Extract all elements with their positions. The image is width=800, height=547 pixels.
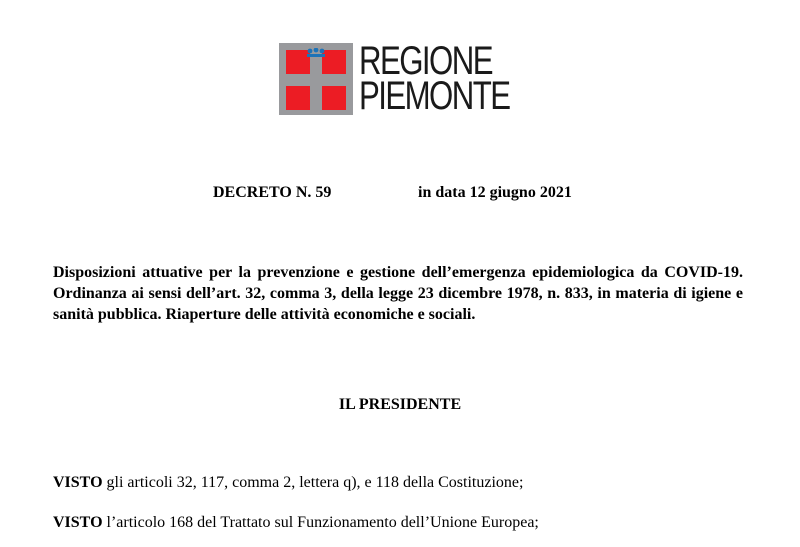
president-heading: IL PRESIDENTE xyxy=(338,396,462,413)
logo-line-piemonte: PIEMONTE xyxy=(359,74,510,118)
crown-icon xyxy=(307,48,325,57)
recital-text: gli articoli 32, 117, comma 2, lettera q), e 118 della Costituzione; xyxy=(102,474,524,491)
recital-1 xyxy=(53,474,523,492)
logo-line-regione: REGIONE xyxy=(359,39,492,83)
recital-text: l’articolo 168 del Trattato sul Funzionamento dell’Unione Europea; xyxy=(102,514,539,531)
decree-subject: Disposizioni attuative per la prevenzione e gestione dell’emergenza epidemiologica da COVID-19. Ordinanza ai sensi dell’art. 32, comma 3, della legge 23 dicembre 1978, n. 833, in materia di igiene e sanità pubblica. Riaperture delle attività economiche e sociali. xyxy=(53,264,743,323)
recital-keyword: VISTO xyxy=(53,514,103,531)
decree-number: DECRETO N. 59 xyxy=(213,184,332,201)
recital-keyword: VISTO xyxy=(53,474,103,491)
regional-emblem-icon xyxy=(279,43,353,115)
decree-date: in data 12 giugno 2021 xyxy=(418,184,572,201)
regione-piemonte-logo xyxy=(279,39,552,118)
recital-2 xyxy=(53,514,539,532)
logo-wordmark xyxy=(359,39,510,118)
